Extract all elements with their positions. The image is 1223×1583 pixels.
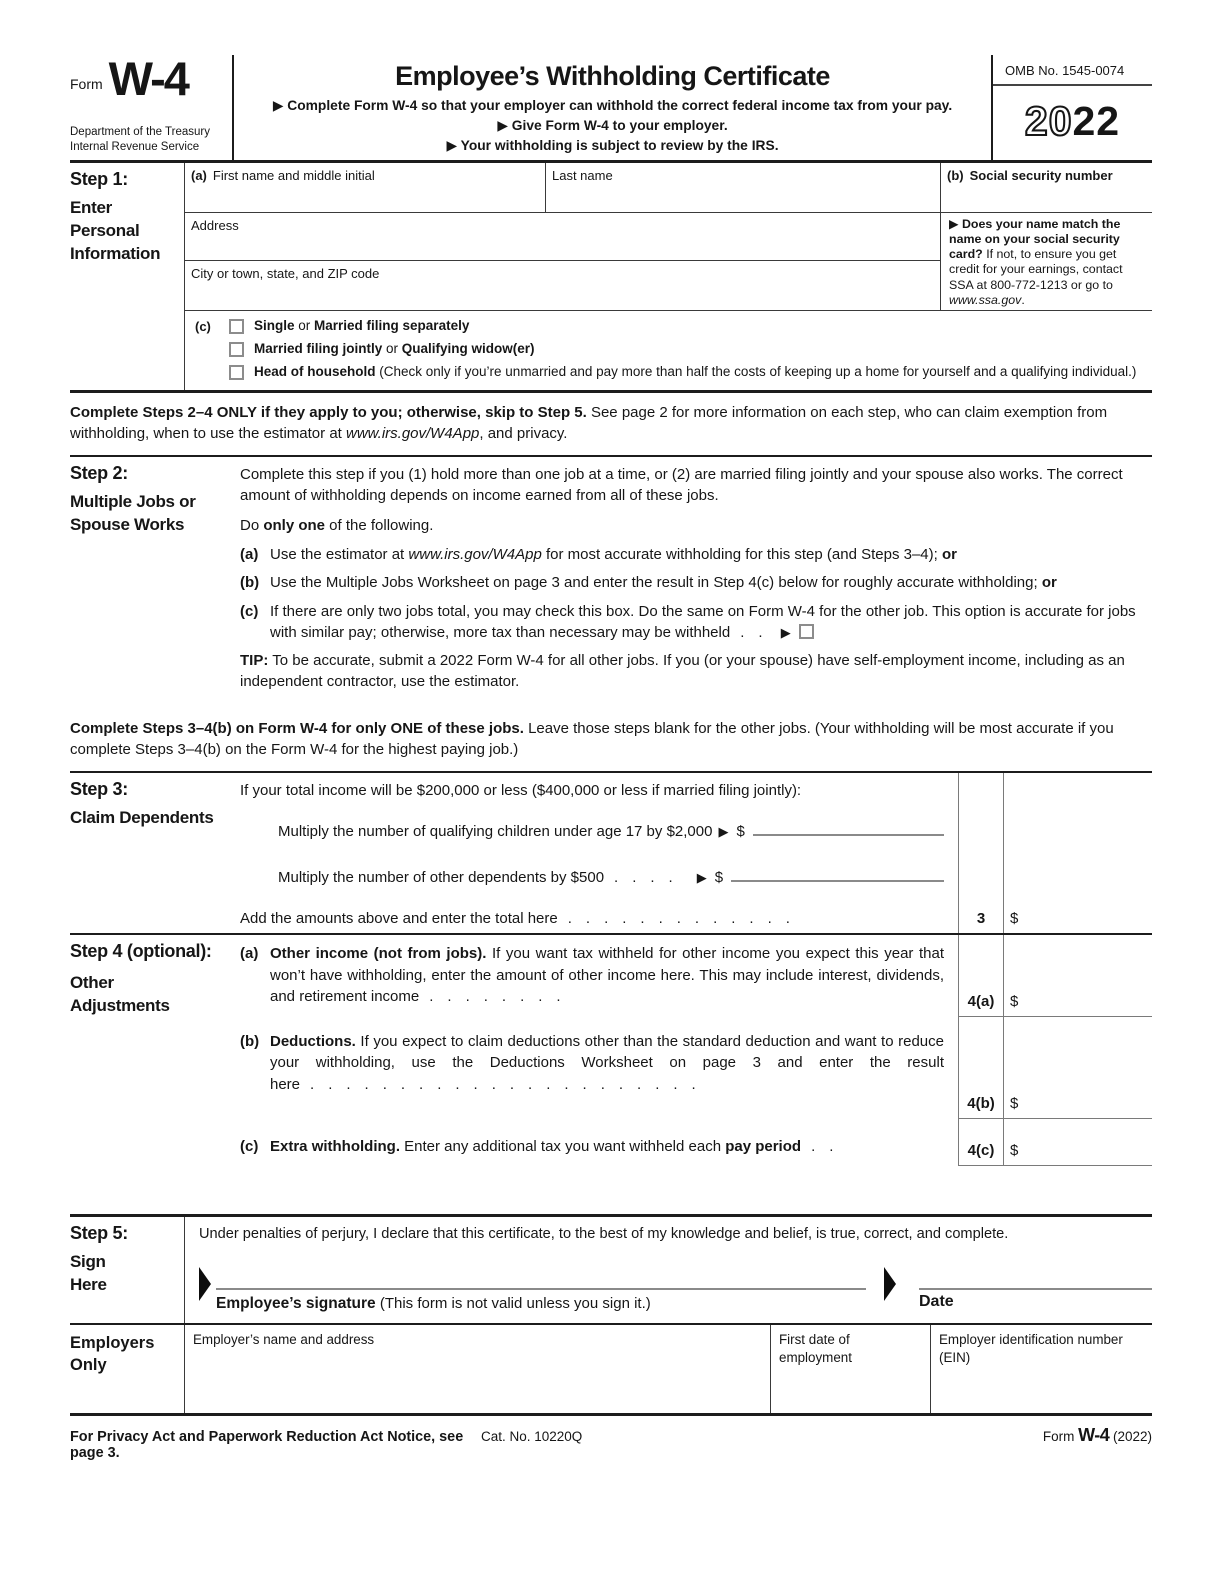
ssn-note-period: .	[1021, 292, 1025, 307]
step4c-bold: Extra withholding.	[270, 1138, 400, 1156]
step4c-content	[240, 1119, 958, 1166]
tip-label: TIP:	[240, 652, 269, 670]
first-name-tag: (a)	[191, 168, 207, 183]
head-of-household-checkbox[interactable]	[229, 365, 244, 380]
step4-label-column	[70, 941, 235, 1018]
dot-leader: ....	[614, 869, 687, 887]
ssn-tag: (b)	[947, 168, 964, 183]
married-filing-jointly-checkbox[interactable]	[229, 342, 244, 357]
step2-paragraph1: Complete this step if you (1) hold more than one job at a time, or (2) are married filing jointly and your spouse also works. The correct amount of withholding depends on income earned from all of these jobs.	[240, 466, 1123, 505]
dollar-sign: $	[1010, 993, 1019, 1011]
signature-arrow-icon	[199, 1267, 211, 1301]
step4b-text	[270, 1031, 944, 1095]
form-title: Employee’s Withholding Certificate	[395, 61, 830, 91]
step2-option-c	[240, 601, 1152, 644]
dollar-sign: $	[736, 823, 745, 841]
step3-total-label: Add the amounts above and enter the total here	[240, 910, 558, 928]
step4a-line-number: 4(a)	[958, 935, 1004, 1017]
step4b-bold: Deductions.	[270, 1033, 356, 1051]
instruction-bullet-2: ▶ Give Form W-4 to your employer.	[497, 118, 728, 133]
instruction-bullet-3: ▶ Your withholding is subject to review by the IRS.	[446, 138, 779, 153]
step4a-body: If you want tax withheld for other income you expect this year that won’t have withholding, enter the amount of other income here. This may include interest, dividends, and retirement income	[270, 945, 944, 1005]
step2-title: Step 2:	[70, 463, 128, 484]
step5-content	[185, 1217, 1152, 1323]
first-name-label: First name and middle initial	[212, 168, 375, 183]
step4a-content	[240, 935, 958, 1017]
step4c-tag: (c)	[240, 1138, 259, 1156]
step1-fields	[185, 163, 1152, 390]
last-name-label: Last name	[552, 168, 613, 183]
employers-only-section	[70, 1323, 1152, 1416]
step4a-text	[270, 943, 944, 1007]
step3-amt-cell	[1004, 773, 1152, 805]
tax-year	[993, 86, 1152, 160]
city-state-zip-label: City or town, state, and ZIP code	[191, 266, 380, 281]
ssa-url: www.ssa.gov	[949, 292, 1022, 307]
step3-section	[70, 771, 1152, 935]
address-label: Address	[191, 218, 239, 233]
step2-option-a	[240, 544, 1152, 565]
ssn-field[interactable]	[940, 163, 1152, 212]
first-employment-date-field[interactable]	[770, 1325, 930, 1413]
other-dependents-amount-field[interactable]	[731, 863, 944, 882]
step3-num-cell	[958, 851, 1004, 897]
step1-name-row	[185, 163, 1152, 213]
steps-3-4b-note-text: Leave those steps blank for the other jobs. (Your withholding will be most accurate if you complete Steps 3–4(b) on the Form W-4 for the highest paying job.)	[70, 719, 1114, 759]
step5-title: Step 5:	[70, 1223, 128, 1244]
filing-option-bold: Head of household	[254, 364, 376, 380]
step4a-amount-field[interactable]	[1004, 935, 1152, 1017]
footer-form-word: Form	[1042, 1429, 1079, 1445]
two-jobs-checkbox[interactable]	[799, 624, 814, 639]
step3-title: Step 3:	[70, 779, 128, 800]
option-a-url: www.irs.gov/W4App	[408, 545, 542, 563]
instruction-bullet-1: ▶ Complete Form W-4 so that your employer can withhold the correct federal income tax from your pay.	[272, 98, 953, 113]
step4-section	[70, 935, 1152, 1166]
step1-section	[70, 163, 1152, 393]
employers-only-title: Employers Only	[70, 1334, 155, 1374]
filing-status-row-hoh	[195, 364, 1144, 380]
ein-field[interactable]	[930, 1325, 1152, 1413]
step5-section	[70, 1214, 1152, 1323]
option-a-mid: for most accurate withholding for this step (and Steps 3–4);	[541, 545, 942, 563]
signature-field	[216, 1288, 866, 1313]
dot-leader: ..	[811, 1138, 848, 1156]
footer-form-number: W-4	[1078, 1425, 1110, 1446]
filing-status-row-joint	[195, 341, 1144, 357]
signature-label	[216, 1290, 866, 1313]
step4c-text	[270, 1136, 944, 1157]
address-field[interactable]	[185, 213, 940, 261]
step2-content	[240, 457, 1152, 709]
step4c-pay-period: pay period	[725, 1138, 802, 1156]
option-c-tag: (c)	[240, 602, 259, 620]
option-b-or: or	[1041, 574, 1057, 592]
option-a-text	[270, 544, 1152, 565]
department-line1: Department of the Treasury	[70, 126, 210, 139]
step2-label-column	[70, 457, 240, 709]
step2-option-b	[240, 572, 1152, 593]
step4b-row	[70, 1017, 1152, 1119]
steps-3-4b-note	[70, 709, 1152, 772]
ssn-match-note	[940, 213, 1152, 310]
step1-title: Step 1:	[70, 169, 128, 189]
tip-text: To be accurate, submit a 2022 Form W-4 for all other jobs. If you (or your spouse) have self-employment income, including as an independent contractor, use the estimator.	[240, 652, 1125, 691]
employer-name-address-label: Employer’s name and address	[193, 1332, 375, 1348]
city-state-zip-field[interactable]	[185, 261, 940, 310]
filing-status-label	[254, 364, 1136, 380]
signature-label-rest: (This form is not valid unless you sign it.)	[375, 1295, 651, 1313]
step3-total-amount-field[interactable]	[1004, 897, 1152, 933]
form-number-block	[70, 52, 224, 105]
option-b-body: Use the Multiple Jobs Worksheet on page 3 and enter the result in Step 4(c) below for roughly accurate withholding;	[270, 574, 1042, 592]
step5-label-column	[70, 1217, 185, 1323]
last-name-field[interactable]	[545, 163, 940, 212]
signature-label-bold: Employee’s signature	[216, 1295, 376, 1313]
department-line2: Internal Revenue Service	[70, 140, 200, 153]
date-label: Date	[919, 1293, 954, 1311]
dot-leader: ..	[740, 623, 777, 641]
footer-form-year: (2022)	[1109, 1429, 1152, 1445]
form-header	[70, 52, 1152, 163]
filing-option-bold2: Married filing separately	[314, 318, 470, 333]
employers-label-column	[70, 1325, 185, 1413]
dot-leader: ........	[429, 987, 575, 1005]
step3-other-dependents-row	[70, 851, 1152, 897]
steps-2-4-note-text2: , and privacy.	[479, 425, 568, 443]
filing-status-section	[185, 310, 1152, 390]
step4b-tag: (b)	[240, 1033, 260, 1051]
step3-num-cell	[958, 773, 1004, 805]
step3-num-cell	[958, 805, 1004, 851]
step3-total-line	[240, 897, 958, 933]
step4a-tag: (a)	[240, 945, 259, 963]
step2-do-post: of the following.	[325, 516, 434, 534]
filing-status-row-single	[195, 318, 1144, 334]
first-employment-date-label: First date of employment	[779, 1332, 852, 1365]
steps-2-4-note-text1: See page 2 for more information on each step, who can claim exemption from withholding, when to use the estimator at	[70, 403, 1108, 443]
option-c-text	[270, 601, 1152, 644]
ssn-note-text: If not, to ensure you get credit for your earnings, contact SSA at 800-772-1213 or go to	[949, 247, 1123, 292]
ssn-label: Social security number	[969, 168, 1113, 183]
privacy-notice: For Privacy Act and Paperwork Reduction Act Notice, see page 3.	[70, 1429, 464, 1462]
step1-address-rows	[185, 213, 1152, 310]
step1-subtitle: Enter Personal Information	[70, 198, 161, 263]
option-c-body: If there are only two jobs total, you may check this box. Do the same on Form W-4 for the other job. This option is accurate for jobs with similar pay; otherwise, more tax than necessary may be withheld	[270, 602, 1136, 641]
option-b-text	[270, 572, 1152, 593]
qualifying-children-label: Multiply the number of qualifying children under age 17 by $2,000	[278, 823, 713, 841]
omb-number: OMB No. 1545-0074	[993, 55, 1152, 86]
form-number-label: W-4	[108, 52, 188, 105]
filing-status-tag: (c)	[195, 318, 211, 334]
arrow-icon: ▶	[780, 624, 791, 640]
catalog-number: Cat. No. 10220Q	[481, 1429, 583, 1445]
form-header-center	[232, 55, 993, 160]
filing-option-note: (Check only if you’re unmarried and pay more than half the costs of keeping up a home for yourself and a qualifying individual.)	[375, 364, 1137, 380]
filing-option-bold: Single	[254, 318, 295, 333]
step4b-body: If you expect to claim deductions other than the standard deduction and want to reduce your withholding, use the Deductions Worksheet on page 3 and enter the result here	[270, 1033, 944, 1093]
steps-2-4-note-bold: Complete Steps 2–4 ONLY if they apply to you; otherwise, skip to Step 5.	[70, 403, 587, 421]
step5-subtitle: Sign Here	[70, 1252, 107, 1295]
step4b-content	[240, 1017, 958, 1119]
arrow-icon: ▶	[696, 870, 707, 886]
form-word-label: Form	[70, 75, 103, 92]
dollar-sign: $	[1010, 1095, 1019, 1113]
signature-area	[199, 1288, 1152, 1313]
single-or-married-separately-checkbox[interactable]	[229, 319, 244, 334]
step2-tip	[240, 650, 1152, 693]
step3-amt-cell	[1004, 805, 1152, 851]
step4c-row	[70, 1119, 1152, 1166]
option-a-tag: (a)	[240, 545, 259, 563]
step3-line-number: 3	[958, 897, 1004, 933]
option-b-tag: (b)	[240, 574, 260, 592]
step4a-bold: Other income (not from jobs).	[270, 945, 487, 963]
step3-other-dependents-line	[240, 851, 958, 897]
qualifying-children-amount-field[interactable]	[753, 817, 944, 836]
ssn-note-bold: ▶ Does your name match the name on your social security card?	[949, 217, 1121, 262]
other-dependents-label: Multiply the number of other dependents by $500	[278, 869, 605, 887]
page-footer	[70, 1416, 1152, 1461]
step3-intro: If your total income will be $200,000 or less ($400,000 or less if married filing jointly):	[240, 782, 802, 800]
option-a-pre: Use the estimator at	[270, 545, 409, 563]
date-arrow-icon	[884, 1267, 896, 1301]
dollar-sign: $	[714, 869, 724, 887]
step3-total-row	[70, 897, 1152, 933]
step4b-amount-field[interactable]	[1004, 1017, 1152, 1119]
ein-label: Employer identification number (EIN)	[939, 1332, 1123, 1365]
dollar-sign: $	[1010, 910, 1019, 928]
tax-year-outline: 20	[1024, 97, 1073, 144]
address-city-column	[185, 213, 940, 310]
step3-label-column	[70, 779, 235, 830]
steps-2-4-note	[70, 393, 1152, 456]
arrow-icon: ▶	[718, 824, 729, 840]
step3-amt-cell	[1004, 851, 1152, 897]
step2-section	[70, 455, 1152, 709]
date-field	[914, 1288, 1152, 1311]
perjury-statement: Under penalties of perjury, I declare that this certificate, to the best of my knowledge and belief, is true, correct, and complete.	[199, 1226, 1009, 1243]
filing-option-bold: Married filing jointly	[254, 341, 383, 357]
option-a-or: or	[941, 545, 957, 563]
step3-subtitle: Claim Dependents	[70, 808, 214, 828]
department-block	[70, 125, 224, 154]
step2-do-pre: Do	[240, 516, 264, 534]
dot-leader: ......................	[310, 1075, 710, 1093]
step4c-body: Enter any additional tax you want withheld each	[400, 1138, 726, 1156]
dot-leader: .............	[567, 910, 804, 928]
form-header-left	[70, 52, 232, 160]
step2-subtitle: Multiple Jobs or Spouse Works	[70, 492, 196, 534]
tax-year-bold: 22	[1072, 97, 1121, 144]
form-header-right	[993, 55, 1152, 160]
step2-paragraph2	[240, 515, 1152, 536]
employer-name-address-field[interactable]	[185, 1325, 770, 1413]
step1-label-column	[70, 163, 185, 390]
filing-option-bold2: Qualifying widow(er)	[401, 341, 535, 357]
step4c-line-number: 4(c)	[958, 1119, 1004, 1166]
filing-status-label	[254, 318, 469, 334]
filing-option-or: or	[294, 318, 315, 333]
dollar-sign: $	[1010, 1142, 1019, 1160]
filing-status-label	[254, 341, 535, 357]
step4b-line-number: 4(b)	[958, 1017, 1004, 1119]
footer-form-id	[741, 1425, 1152, 1446]
step2-only-one: only one	[263, 516, 326, 534]
filing-option-or: or	[382, 341, 402, 357]
step4c-amount-field[interactable]	[1004, 1119, 1152, 1166]
step4-title: Step 4 (optional):	[70, 941, 212, 962]
first-name-field[interactable]	[185, 163, 545, 212]
step3-children-line	[240, 805, 958, 851]
step4-subtitle: Other Adjustments	[70, 973, 170, 1016]
estimator-url: www.irs.gov/W4App	[346, 425, 480, 443]
steps-3-4b-note-bold: Complete Steps 3–4(b) on Form W-4 for only ONE of these jobs.	[70, 719, 524, 737]
